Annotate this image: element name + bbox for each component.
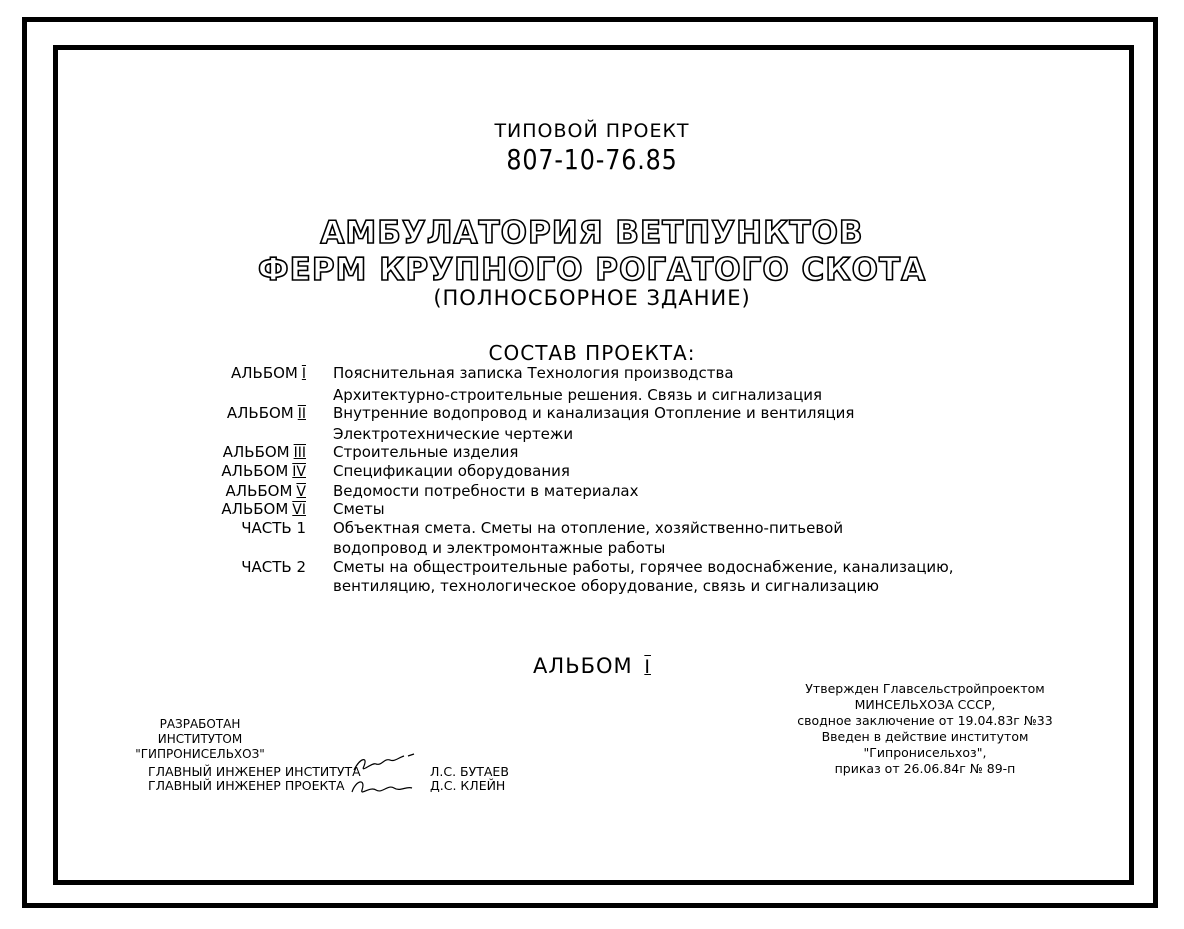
signature-row-2 bbox=[148, 778, 345, 793]
composition-row-text: Пояснительная записка Технология производства bbox=[333, 364, 734, 382]
composition-row-text: водопровод и электромонтажные работы bbox=[333, 539, 666, 557]
composition-label-text: АЛЬБОМ bbox=[221, 500, 289, 518]
composition-row-text: Внутренние водопровод и канализация Отопление и вентиляция bbox=[333, 404, 855, 422]
approval-block bbox=[760, 681, 1090, 777]
project-number: 807-10-76.85 bbox=[506, 143, 678, 176]
signature-role-2: ГЛАВНЫЙ ИНЖЕНЕР ПРОЕКТА bbox=[148, 778, 345, 793]
album-title bbox=[0, 654, 1184, 678]
developer-line-2: ИНСТИТУТОМ "ГИПРОНИСЕЛЬХОЗ" bbox=[135, 732, 265, 761]
composition-row-label bbox=[241, 558, 306, 576]
composition-label-text: АЛЬБОМ bbox=[222, 443, 290, 461]
developer-line-1: РАЗРАБОТАН bbox=[159, 717, 241, 731]
title-line-2: ФЕРМ КРУПНОГО РОГАТОГО СКОТА bbox=[257, 252, 927, 288]
album-title-label: АЛЬБОМ bbox=[533, 654, 633, 678]
composition-label-text: АЛЬБОМ bbox=[221, 462, 289, 480]
composition-row-label bbox=[241, 519, 306, 537]
composition-label-text: АЛЬБОМ bbox=[226, 404, 294, 422]
approval-line-4: Введен в действие институтом "Гипронисельхоз", bbox=[821, 729, 1029, 760]
signature-name-1: Л.С. БУТАЕВ bbox=[430, 764, 509, 779]
composition-label-text: ЧАСТЬ 2 bbox=[241, 558, 306, 576]
composition-row-text: Объектная смета. Сметы на отопление, хозяйственно-питьевой bbox=[333, 519, 844, 537]
composition-row-text: Сметы на общестроительные работы, горячее водоснабжение, канализацию, bbox=[333, 558, 954, 576]
approval-line-3: сводное заключение от 19.04.83г №33 bbox=[797, 713, 1053, 728]
handwritten-signatures bbox=[348, 750, 428, 798]
composition-row-text: Архитектурно-строительные решения. Связь и сигнализация bbox=[333, 386, 823, 404]
composition-row-label bbox=[223, 443, 306, 461]
composition-album-number: II bbox=[297, 406, 306, 422]
composition-row-text: Сметы bbox=[333, 500, 385, 518]
composition-row-text: Спецификации оборудования bbox=[333, 462, 570, 480]
composition-album-number: IV bbox=[292, 464, 306, 480]
composition-label-text: ЧАСТЬ 1 bbox=[241, 519, 306, 537]
composition-row-label bbox=[221, 500, 306, 518]
composition-album-number: V bbox=[296, 484, 306, 500]
composition-label-text: АЛЬБОМ bbox=[225, 482, 293, 500]
composition-row-text: вентиляцию, технологическое оборудование, связь и сигнализацию bbox=[333, 577, 879, 595]
signature-row-1 bbox=[148, 764, 361, 779]
composition-row-label bbox=[227, 404, 306, 422]
composition-album-number: III bbox=[293, 445, 306, 461]
title-subtitle: (ПОЛНОСБОРНОЕ ЗДАНИЕ) bbox=[433, 286, 751, 310]
composition-row-label bbox=[221, 462, 306, 480]
composition-heading: СОСТАВ ПРОЕКТА: bbox=[488, 341, 696, 365]
approval-line-1: Утвержден Главсельстройпроектом bbox=[805, 681, 1045, 696]
album-title-number: I bbox=[644, 656, 651, 678]
approval-line-5: приказ от 26.06.84г № 89-п bbox=[834, 761, 1016, 776]
title-line-1: АМБУЛАТОРИЯ ВЕТПУНКТОВ bbox=[320, 215, 864, 251]
composition-row-text: Строительные изделия bbox=[333, 443, 519, 461]
composition-album-number: I bbox=[301, 366, 306, 382]
composition-row-label bbox=[231, 364, 306, 382]
composition-row-text: Ведомости потребности в материалах bbox=[333, 482, 639, 500]
project-type: ТИПОВОЙ ПРОЕКТ bbox=[494, 120, 690, 142]
signature-role-1: ГЛАВНЫЙ ИНЖЕНЕР ИНСТИТУТА bbox=[148, 764, 361, 779]
composition-label-text: АЛЬБОМ bbox=[230, 364, 298, 382]
approval-line-2: МИНСЕЛЬХОЗА СССР, bbox=[854, 697, 996, 712]
composition-row-text: Электротехнические чертежи bbox=[333, 425, 574, 443]
composition-row-label bbox=[226, 482, 306, 500]
composition-album-number: VI bbox=[292, 502, 306, 518]
signature-name-2: Д.С. КЛЕЙН bbox=[430, 778, 506, 793]
developer-block bbox=[100, 717, 300, 762]
